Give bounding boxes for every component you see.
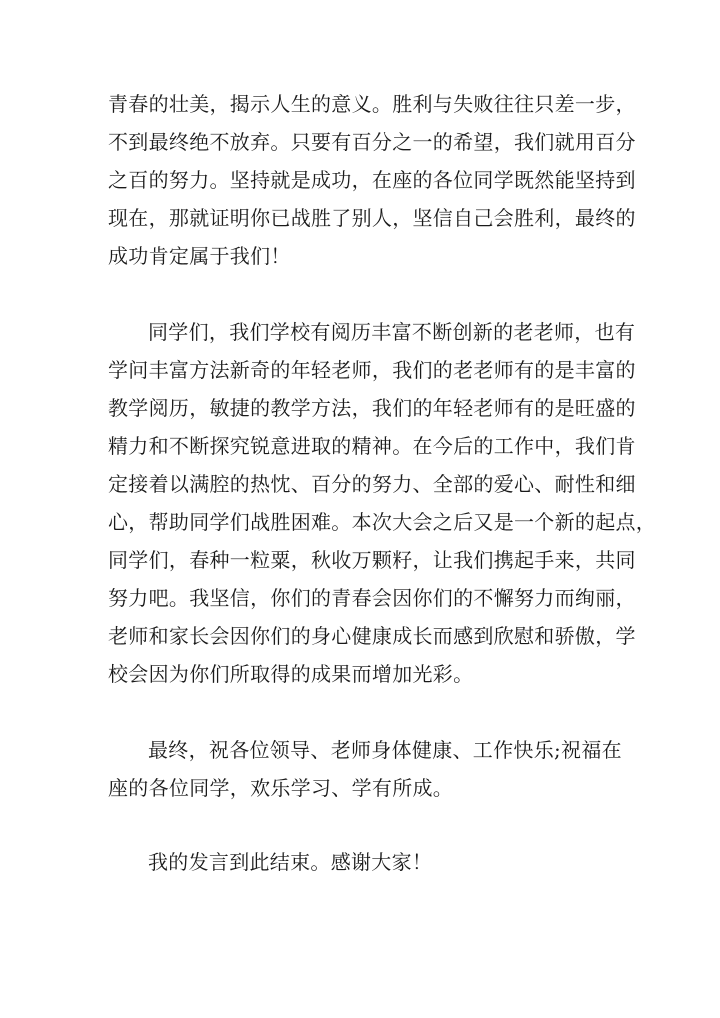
text-line: 精力和不断探究锐意进取的精神。在今后的工作中，我们肯 <box>108 434 636 458</box>
text-line: 最终，祝各位领导、老师身体健康、工作快乐;祝福在 <box>148 738 622 762</box>
text-line: 座的各位同学，欢乐学习、学有所成。 <box>108 776 454 800</box>
text-line: 不到最终绝不放弃。只要有百分之一的希望，我们就用百分 <box>108 130 636 154</box>
text-line: 现在，那就证明你已战胜了别人，坚信自己会胜利，最终的 <box>108 206 636 230</box>
text-line: 同学们，春种一粒粟，秋收万颗籽，让我们携起手来，共同 <box>108 548 636 572</box>
text-line: 青春的壮美，揭示人生的意义。胜利与失败往往只差一步， <box>108 92 636 116</box>
text-line: 定接着以满腔的热忱、百分的努力、全部的爱心、耐性和细 <box>108 472 636 496</box>
text-line: 学问丰富方法新奇的年轻老师，我们的老老师有的是丰富的 <box>108 358 636 382</box>
text-line: 教学阅历，敏捷的教学方法，我们的年轻老师有的是旺盛的 <box>108 396 636 420</box>
text-line: 校会因为你们所取得的成果而增加光彩。 <box>108 662 474 686</box>
text-line: 同学们，我们学校有阅历丰富不断创新的老老师，也有 <box>148 320 636 344</box>
text-line: 努力吧。我坚信，你们的青春会因你们的不懈努力而绚丽， <box>108 586 636 610</box>
text-line: 我的发言到此结束。感谢大家！ <box>148 850 433 874</box>
text-line: 心，帮助同学们战胜困难。本次大会之后又是一个新的起点， <box>108 510 657 534</box>
text-line: 之百的努力。坚持就是成功，在座的各位同学既然能坚持到 <box>108 168 636 192</box>
text-line: 成功肯定属于我们！ <box>108 244 291 268</box>
text-line: 老师和家长会因你们的身心健康成长而感到欣慰和骄傲，学 <box>108 624 636 648</box>
